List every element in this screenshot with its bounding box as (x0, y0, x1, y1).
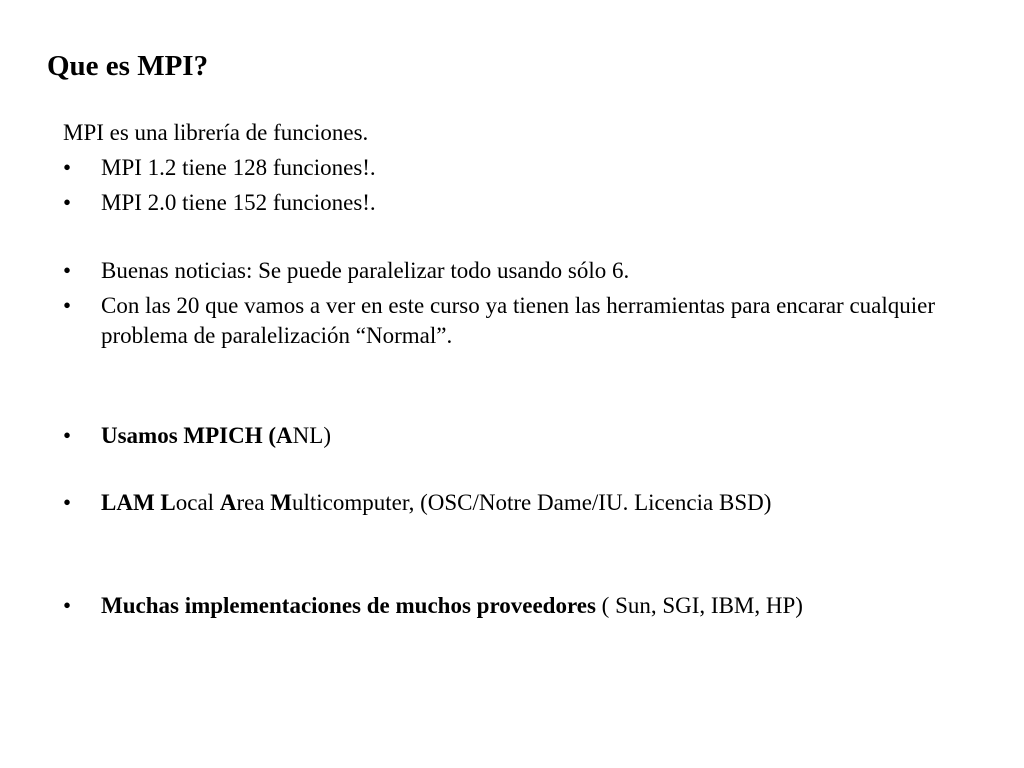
bullet-marker: • (63, 423, 72, 448)
bullet-marker: • (63, 490, 72, 515)
lam-bold-1: LAM L (101, 490, 176, 515)
bullet-marker: • (63, 190, 72, 215)
bullet-text: MPI 2.0 tiene 152 funciones!. (101, 190, 376, 215)
mpich-rest: NL) (292, 423, 331, 448)
intro-text: MPI es una librería de funciones. (63, 120, 369, 145)
slide-title: Que es MPI? (47, 50, 209, 82)
bullet-text: MPI 1.2 tiene 128 funciones!. (101, 155, 376, 180)
lam-bold-3: M (270, 490, 292, 515)
lam-bold-2: A (219, 490, 237, 515)
lam-text-1: ocal (175, 490, 220, 515)
bullet-marker: • (63, 593, 72, 618)
mpich-bold: Usamos MPICH (A (101, 423, 293, 448)
bullet-text (101, 488, 941, 518)
lam-text-3: ulticomputer, (OSC/Notre Dame/IU. Licencia BSD) (291, 490, 772, 515)
muchas-rest: ( Sun, SGI, IBM, HP) (595, 593, 803, 618)
bullet-text (101, 591, 941, 621)
bullet-text (101, 421, 941, 451)
bullet-marker: • (63, 293, 72, 318)
muchas-bold: Muchas implementaciones de muchos proveedores (101, 593, 596, 618)
lam-text-2: rea (236, 490, 271, 515)
bullet-text: Con las 20 que vamos a ver en este curso ya tienen las herramientas para encarar cualquier problema de paralelización “Normal”. (101, 293, 936, 348)
bullet-marker: • (63, 155, 72, 180)
bullet-marker: • (63, 258, 72, 283)
bullet-text: Buenas noticias: Se puede paralelizar todo usando sólo 6. (101, 258, 630, 283)
